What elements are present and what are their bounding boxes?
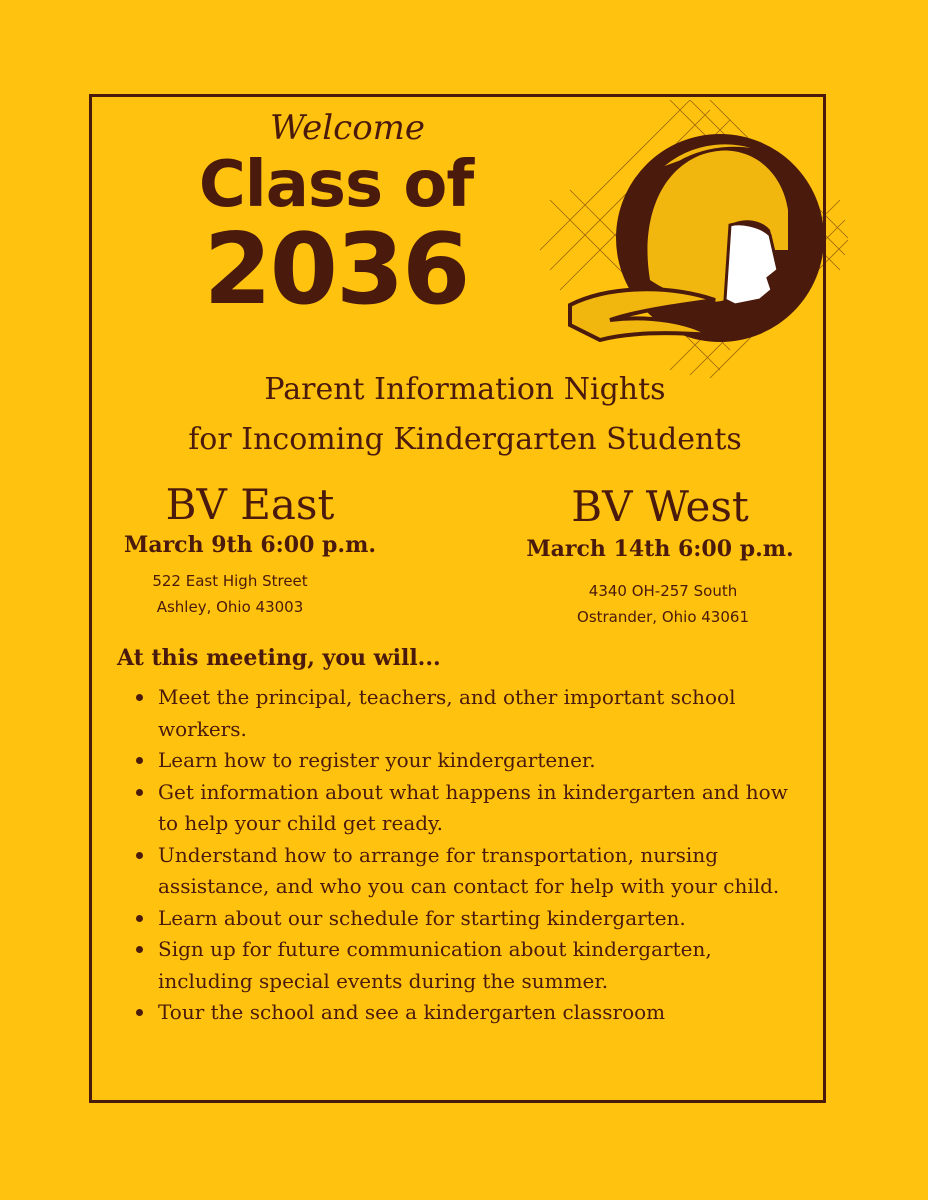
class-year: 2036 bbox=[203, 213, 469, 327]
welcome-script: Welcome bbox=[270, 108, 426, 148]
location-west-address bbox=[533, 578, 793, 630]
list-item: Tour the school and see a kindergarten classroom bbox=[130, 997, 790, 1029]
address-line: 4340 OH-257 South bbox=[588, 582, 738, 600]
bullet-icon bbox=[136, 852, 143, 859]
bullet-icon bbox=[136, 946, 143, 953]
meeting-items-list bbox=[130, 682, 790, 1029]
bullet-icon bbox=[136, 915, 143, 922]
list-item: Understand how to arrange for transportation, nursing assistance, and who you can contact for help with your child. bbox=[130, 840, 790, 903]
list-item: Meet the principal, teachers, and other important school workers. bbox=[130, 682, 790, 745]
location-west-name: BV West bbox=[571, 482, 749, 531]
location-east-name: BV East bbox=[165, 480, 335, 529]
list-item: Get information about what happens in kindergarten and how to help your child get ready. bbox=[130, 777, 790, 840]
class-of-title: Class of bbox=[198, 148, 474, 222]
bullet-icon bbox=[136, 694, 143, 701]
bullet-icon bbox=[136, 757, 143, 764]
location-east-address bbox=[100, 568, 360, 620]
bullet-icon bbox=[136, 1009, 143, 1016]
address-line: 522 East High Street bbox=[152, 572, 308, 590]
bullet-icon bbox=[136, 789, 143, 796]
address-line: Ashley, Ohio 43003 bbox=[156, 598, 304, 616]
spartan-helmet-icon bbox=[530, 100, 850, 380]
location-west-date: March 14th 6:00 p.m. bbox=[526, 536, 794, 562]
list-item: Learn about our schedule for starting kindergarten. bbox=[130, 903, 790, 935]
meeting-intro: At this meeting, you will... bbox=[117, 645, 441, 671]
headline-line-2: for Incoming Kindergarten Students bbox=[188, 422, 742, 457]
list-item: Sign up for future communication about kindergarten, including special events during the summer. bbox=[130, 934, 790, 997]
list-item: Learn how to register your kindergartener. bbox=[130, 745, 790, 777]
address-line: Ostrander, Ohio 43061 bbox=[577, 608, 749, 626]
location-east-date: March 9th 6:00 p.m. bbox=[123, 532, 377, 558]
headline-line-1: Parent Information Nights bbox=[264, 372, 666, 407]
